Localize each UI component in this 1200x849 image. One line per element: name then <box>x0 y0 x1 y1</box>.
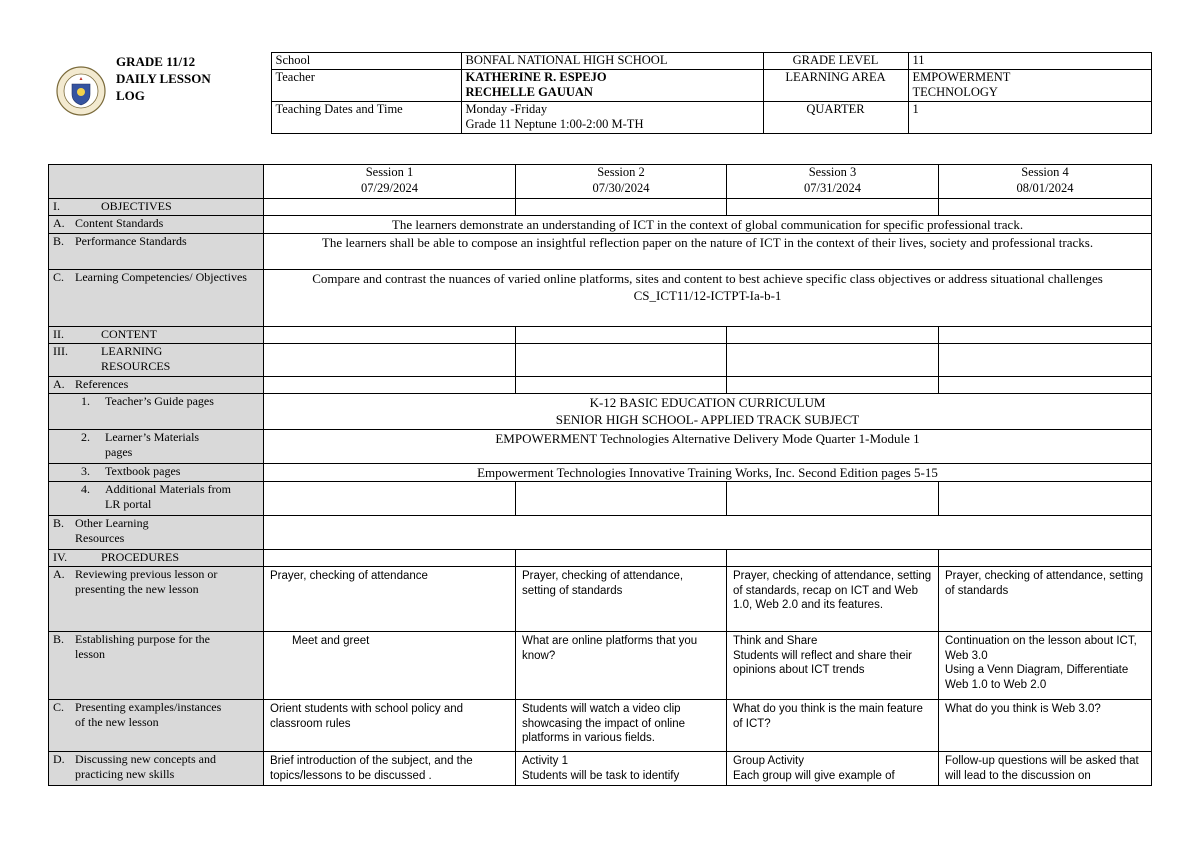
row-number: A. <box>53 377 65 391</box>
session-name: Session 3 <box>808 165 857 179</box>
teachers-guide-line-2: SENIOR HIGH SCHOOL- APPLIED TRACK SUBJECT <box>555 412 860 427</box>
session-date: 07/31/2024 <box>804 180 861 195</box>
presenting-session-4: What do you think is Web 3.0? <box>939 700 1152 752</box>
row-number: 1. <box>81 394 90 408</box>
objectives-label <box>49 199 264 216</box>
row-label: Presenting examples/instances of the new lesson <box>75 700 222 729</box>
empty-cell <box>264 550 516 567</box>
empty-cell <box>727 550 939 567</box>
presenting-session-2: Students will watch a video clip showcasing the impact of online platforms in various fields. <box>516 700 727 752</box>
learners-materials-text: EMPOWERMENT Technologies Alternative Delivery Mode Quarter 1-Module 1 <box>264 430 1152 464</box>
empty-cell <box>516 327 727 344</box>
discussing-session-4: Follow-up questions will be asked that will lead to the discussion on <box>939 752 1152 786</box>
sessions-header-row <box>49 165 1152 199</box>
empty-cell <box>939 199 1152 216</box>
table-row <box>49 234 1152 270</box>
teacher-name-1: KATHERINE R. ESPEJO <box>465 69 607 84</box>
row-label: Teacher’s Guide pages <box>105 394 214 408</box>
session-date: 07/29/2024 <box>361 180 418 195</box>
session-date: 07/30/2024 <box>592 180 650 195</box>
dll-title-line-1: GRADE 11/12 <box>116 53 196 69</box>
dll-title <box>48 53 271 134</box>
row-label: CONTENT <box>101 327 157 341</box>
row-label: Establishing purpose for the lesson <box>75 632 210 661</box>
table-row <box>49 482 1152 516</box>
session-name: Session 4 <box>1021 165 1069 179</box>
table-row <box>49 270 1152 327</box>
row-label: OBJECTIVES <box>101 199 172 213</box>
row-label: Additional Materials from LR portal <box>105 482 231 511</box>
content-standards-text: The learners demonstrate an understanding of ICT in the context of global communication for specific professional track. <box>264 216 1152 234</box>
grade-level-value: 11 <box>908 53 1151 70</box>
row-number: IV. <box>53 550 68 564</box>
empty-cell <box>516 550 727 567</box>
row-number: 4. <box>81 482 90 496</box>
teachers-guide-label <box>49 394 264 430</box>
textbook-text: Empowerment Technologies Innovative Training Works, Inc. Second Edition pages 5-15 <box>264 464 1152 482</box>
row-number: C. <box>53 700 65 714</box>
teacher-label: Teacher <box>271 69 461 101</box>
row-number: B. <box>53 632 65 646</box>
learning-resources-label <box>49 344 264 377</box>
competencies-text: Compare and contrast the nuances of varied online platforms, sites and content to best achieve specific class objectives or address situational challenges CS_ICT11/12-ICTPT-Ia-b-1 <box>264 270 1152 327</box>
row-label: Learner’s Materials pages <box>105 430 200 459</box>
textbook-label <box>49 464 264 482</box>
row-number: 2. <box>81 430 90 444</box>
dll-title-line-3: LOG <box>116 87 145 103</box>
reviewing-session-2: Prayer, checking of attendance, setting of standards <box>516 567 727 632</box>
table-row <box>49 344 1152 377</box>
table-row <box>49 464 1152 482</box>
grade-level-label: GRADE LEVEL <box>763 53 908 70</box>
quarter-value: 1 <box>908 101 1151 133</box>
empty-cell <box>264 344 516 377</box>
learning-area-value <box>908 69 1151 101</box>
table-row <box>49 394 1152 430</box>
row-label: Reviewing previous lesson or presenting the new lesson <box>75 567 218 596</box>
purpose-session-4: Continuation on the lesson about ICT, Web 3.0 Using a Venn Diagram, Differentiate Web 1.0 to Web 2.0 <box>939 632 1152 700</box>
table-row <box>49 327 1152 344</box>
table-row <box>49 632 1152 700</box>
school-value: BONFAL NATIONAL HIGH SCHOOL <box>461 53 763 70</box>
row-number: A. <box>53 567 65 581</box>
empty-cell <box>264 327 516 344</box>
quarter-label: QUARTER <box>763 101 908 133</box>
row-number: I. <box>53 199 60 213</box>
teachers-guide-text <box>264 394 1152 430</box>
dates-line-2: Grade 11 Neptune 1:00-2:00 M-TH <box>465 117 644 131</box>
session-name: Session 2 <box>597 165 645 179</box>
table-row <box>49 550 1152 567</box>
empty-cell <box>516 199 727 216</box>
session-date: 08/01/2024 <box>1016 180 1074 195</box>
competencies-label <box>49 270 264 327</box>
additional-materials-label <box>49 482 264 516</box>
empty-cell <box>939 344 1152 377</box>
corner-cell <box>49 165 264 199</box>
learners-materials-label <box>49 430 264 464</box>
row-label: LEARNING RESOURCES <box>101 344 171 373</box>
table-row <box>49 216 1152 234</box>
empty-cell <box>727 199 939 216</box>
dll-table <box>48 164 1152 786</box>
purpose-session-2: What are online platforms that you know? <box>516 632 727 700</box>
row-number: II. <box>53 327 64 341</box>
discussing-session-2: Activity 1 Students will be task to identify <box>516 752 727 786</box>
learning-area-label: LEARNING AREA <box>763 69 908 101</box>
performance-standards-label <box>49 234 264 270</box>
empty-cell <box>264 199 516 216</box>
row-label: Discussing new concepts and practicing new skills <box>75 752 216 781</box>
purpose-session-1: Meet and greet <box>264 632 516 700</box>
row-label: Textbook pages <box>105 464 181 478</box>
row-label: Performance Standards <box>75 234 187 248</box>
empty-cell <box>516 344 727 377</box>
dll-title-line-2: DAILY LESSON <box>116 70 211 86</box>
school-label: School <box>271 53 461 70</box>
session-name: Session 1 <box>365 165 414 179</box>
dates-line-1: Monday -Friday <box>465 101 548 116</box>
teacher-name-2: RECHELLE GAUUAN <box>465 85 593 99</box>
session-1-header <box>264 165 516 199</box>
table-row <box>49 516 1152 550</box>
references-label <box>49 377 264 394</box>
procedures-label <box>49 550 264 567</box>
reviewing-session-3: Prayer, checking of attendance, setting of standards, recap on ICT and Web 1.0, Web 2.0 and its features. <box>727 567 939 632</box>
header-table <box>48 52 1152 134</box>
teacher-value <box>461 69 763 101</box>
row-number: D. <box>53 752 65 766</box>
row-number: 3. <box>81 464 90 478</box>
presenting-session-1: Orient students with school policy and classroom rules <box>264 700 516 752</box>
session-2-header <box>516 165 727 199</box>
discussing-session-3: Group Activity Each group will give example of <box>727 752 939 786</box>
presenting-session-3: What do you think is the main feature of ICT? <box>727 700 939 752</box>
dates-value <box>461 101 763 133</box>
reviewing-session-1: Prayer, checking of attendance <box>264 567 516 632</box>
row-label: Learning Competencies/ Objectives <box>75 270 247 284</box>
empty-cell <box>264 482 516 516</box>
table-row <box>49 199 1152 216</box>
dates-label: Teaching Dates and Time <box>271 101 461 133</box>
row-number: B. <box>53 516 65 530</box>
content-label <box>49 327 264 344</box>
empty-cell <box>264 516 1152 550</box>
reviewing-session-4: Prayer, checking of attendance, setting of standards <box>939 567 1152 632</box>
other-resources-label <box>49 516 264 550</box>
discussing-label <box>49 752 264 786</box>
row-label: Other Learning Resources <box>75 516 149 545</box>
table-row <box>49 430 1152 464</box>
row-label: PROCEDURES <box>101 550 180 564</box>
row-number: C. <box>53 270 65 284</box>
row-label: References <box>75 377 129 391</box>
table-row <box>49 752 1152 786</box>
purpose-session-3: Think and Share Students will reflect and share their opinions about ICT trends <box>727 632 939 700</box>
purpose-label <box>49 632 264 700</box>
table-row <box>49 377 1152 394</box>
row-number: A. <box>53 216 65 230</box>
empty-cell <box>939 550 1152 567</box>
empty-cell <box>939 377 1152 394</box>
empty-cell <box>727 327 939 344</box>
empty-cell <box>516 377 727 394</box>
reviewing-label <box>49 567 264 632</box>
empty-cell <box>264 377 516 394</box>
session-3-header <box>727 165 939 199</box>
performance-standards-text: The learners shall be able to compose an insightful reflection paper on the nature of ICT in the context of their lives, society and professional tracks. <box>264 234 1152 270</box>
empty-cell <box>727 482 939 516</box>
empty-cell <box>727 344 939 377</box>
empty-cell <box>516 482 727 516</box>
learning-area-line-2: TECHNOLOGY <box>912 85 998 99</box>
teachers-guide-line-1: K-12 BASIC EDUCATION CURRICULUM <box>589 395 826 410</box>
row-number: III. <box>53 344 68 358</box>
empty-cell <box>939 327 1152 344</box>
table-row <box>49 700 1152 752</box>
empty-cell <box>727 377 939 394</box>
table-row <box>49 567 1152 632</box>
row-label: Content Standards <box>75 216 164 230</box>
empty-cell <box>939 482 1152 516</box>
presenting-label <box>49 700 264 752</box>
content-standards-label <box>49 216 264 234</box>
row-number: B. <box>53 234 65 248</box>
session-4-header <box>939 165 1152 199</box>
learning-area-line-1: EMPOWERMENT <box>912 69 1011 84</box>
discussing-session-1: Brief introduction of the subject, and the topics/lessons to be discussed . <box>264 752 516 786</box>
